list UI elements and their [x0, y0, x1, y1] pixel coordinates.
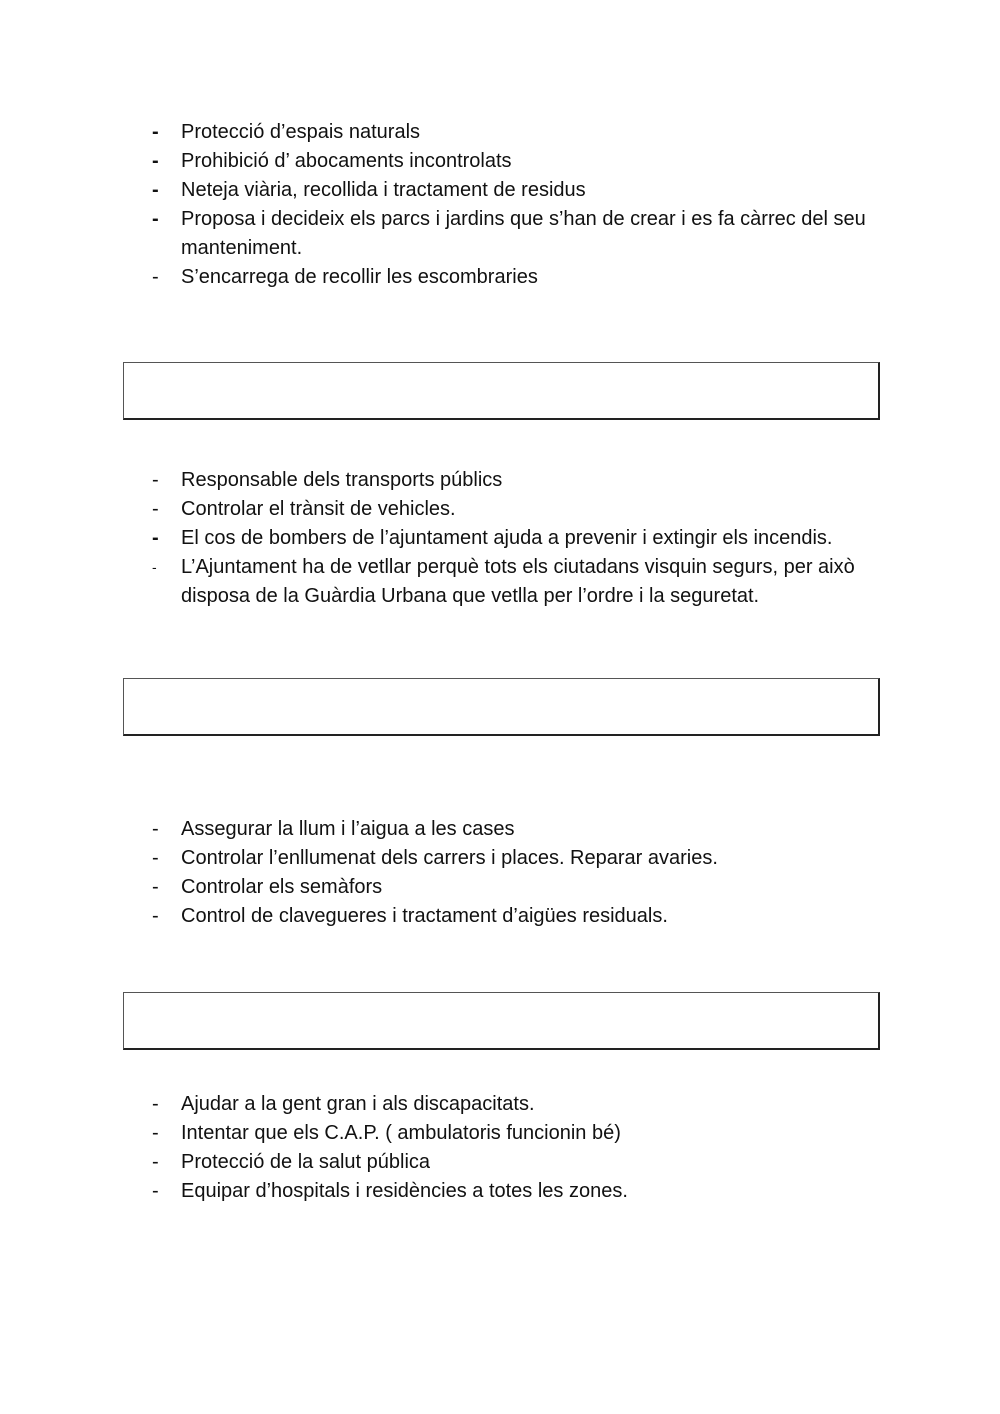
- bullet-dash: -: [152, 266, 159, 288]
- list-item-text: Assegurar la llum i l’aigua a les cases: [181, 818, 515, 840]
- answer-box-3[interactable]: [123, 992, 880, 1050]
- list-item: [0, 844, 1000, 873]
- responsibility-list-utilities: [0, 815, 1000, 931]
- bullet-dash: -: [152, 469, 159, 491]
- list-item-text: S’encarrega de recollir les escombraries: [181, 266, 538, 288]
- list-item-text: Protecció de la salut pública: [181, 1151, 431, 1173]
- list-item-text: Intentar que els C.A.P. ( ambulatoris funcionin bé): [181, 1122, 621, 1144]
- list-item: [0, 1148, 1000, 1177]
- list-item-text: Neteja viària, recollida i tractament de residus: [181, 179, 586, 201]
- list-item-text: Equipar d’hospitals i residències a totes les zones.: [181, 1180, 628, 1202]
- list-item-text: Proposa i decideix els parcs i jardins que s’han de crear i es fa càrrec del seu manteniment.: [181, 208, 866, 259]
- bullet-dash: -: [152, 905, 159, 927]
- list-item-text: El cos de bombers de l’ajuntament ajuda a prevenir i extingir els incendis.: [181, 527, 833, 549]
- answer-box-2[interactable]: [123, 678, 880, 736]
- bullet-dash: -: [152, 121, 159, 143]
- bullet-dash: -: [152, 1151, 159, 1173]
- bullet-dash: -: [152, 150, 159, 172]
- bullet-dash: -: [152, 1180, 159, 1202]
- list-item-text: Prohibició d’ abocaments incontrolats: [181, 150, 512, 172]
- bullet-dash: -: [152, 208, 159, 230]
- list-item-text: Control de clavegueres i tractament d’aigües residuals.: [181, 905, 668, 927]
- list-item: [0, 495, 1000, 524]
- list-item: [0, 118, 1000, 147]
- bullet-dash: -: [152, 498, 159, 520]
- answer-box-1[interactable]: [123, 362, 880, 420]
- responsibility-list-transport-safety: [0, 466, 1000, 611]
- list-item-text: Controlar l’enllumenat dels carrers i places. Reparar avaries.: [181, 847, 718, 869]
- list-item: [0, 1090, 1000, 1119]
- bullet-dash: -: [152, 847, 159, 869]
- list-item: [0, 553, 1000, 611]
- bullet-dash: -: [152, 527, 159, 549]
- list-item: [0, 873, 1000, 902]
- bullet-dash: -: [152, 1122, 159, 1144]
- bullet-dash: -: [152, 559, 157, 575]
- list-item: [0, 205, 1000, 263]
- list-item: [0, 1119, 1000, 1148]
- list-item: [0, 147, 1000, 176]
- list-item: [0, 902, 1000, 931]
- bullet-dash: -: [152, 1093, 159, 1115]
- responsibility-list-environment: [0, 118, 1000, 292]
- list-item-text: Controlar el trànsit de vehicles.: [181, 498, 456, 520]
- list-item-text: L’Ajuntament ha de vetllar perquè tots els ciutadans visquin segurs, per això disposa de la Guàrdia Urbana que vetlla per l’ordre i la seguretat.: [181, 556, 855, 607]
- list-item: [0, 815, 1000, 844]
- list-item: [0, 466, 1000, 495]
- list-item: [0, 263, 1000, 292]
- bullet-dash: -: [152, 179, 159, 201]
- bullet-dash: -: [152, 876, 159, 898]
- list-item-text: Ajudar a la gent gran i als discapacitats.: [181, 1093, 535, 1115]
- list-item-text: Protecció d’espais naturals: [181, 121, 421, 143]
- list-item-text: Responsable dels transports públics: [181, 469, 503, 491]
- list-item: [0, 176, 1000, 205]
- list-item: [0, 1177, 1000, 1206]
- list-item-text: Controlar els semàfors: [181, 876, 383, 898]
- responsibility-list-health-social: [0, 1090, 1000, 1206]
- bullet-dash: -: [152, 818, 159, 840]
- list-item: [0, 524, 1000, 553]
